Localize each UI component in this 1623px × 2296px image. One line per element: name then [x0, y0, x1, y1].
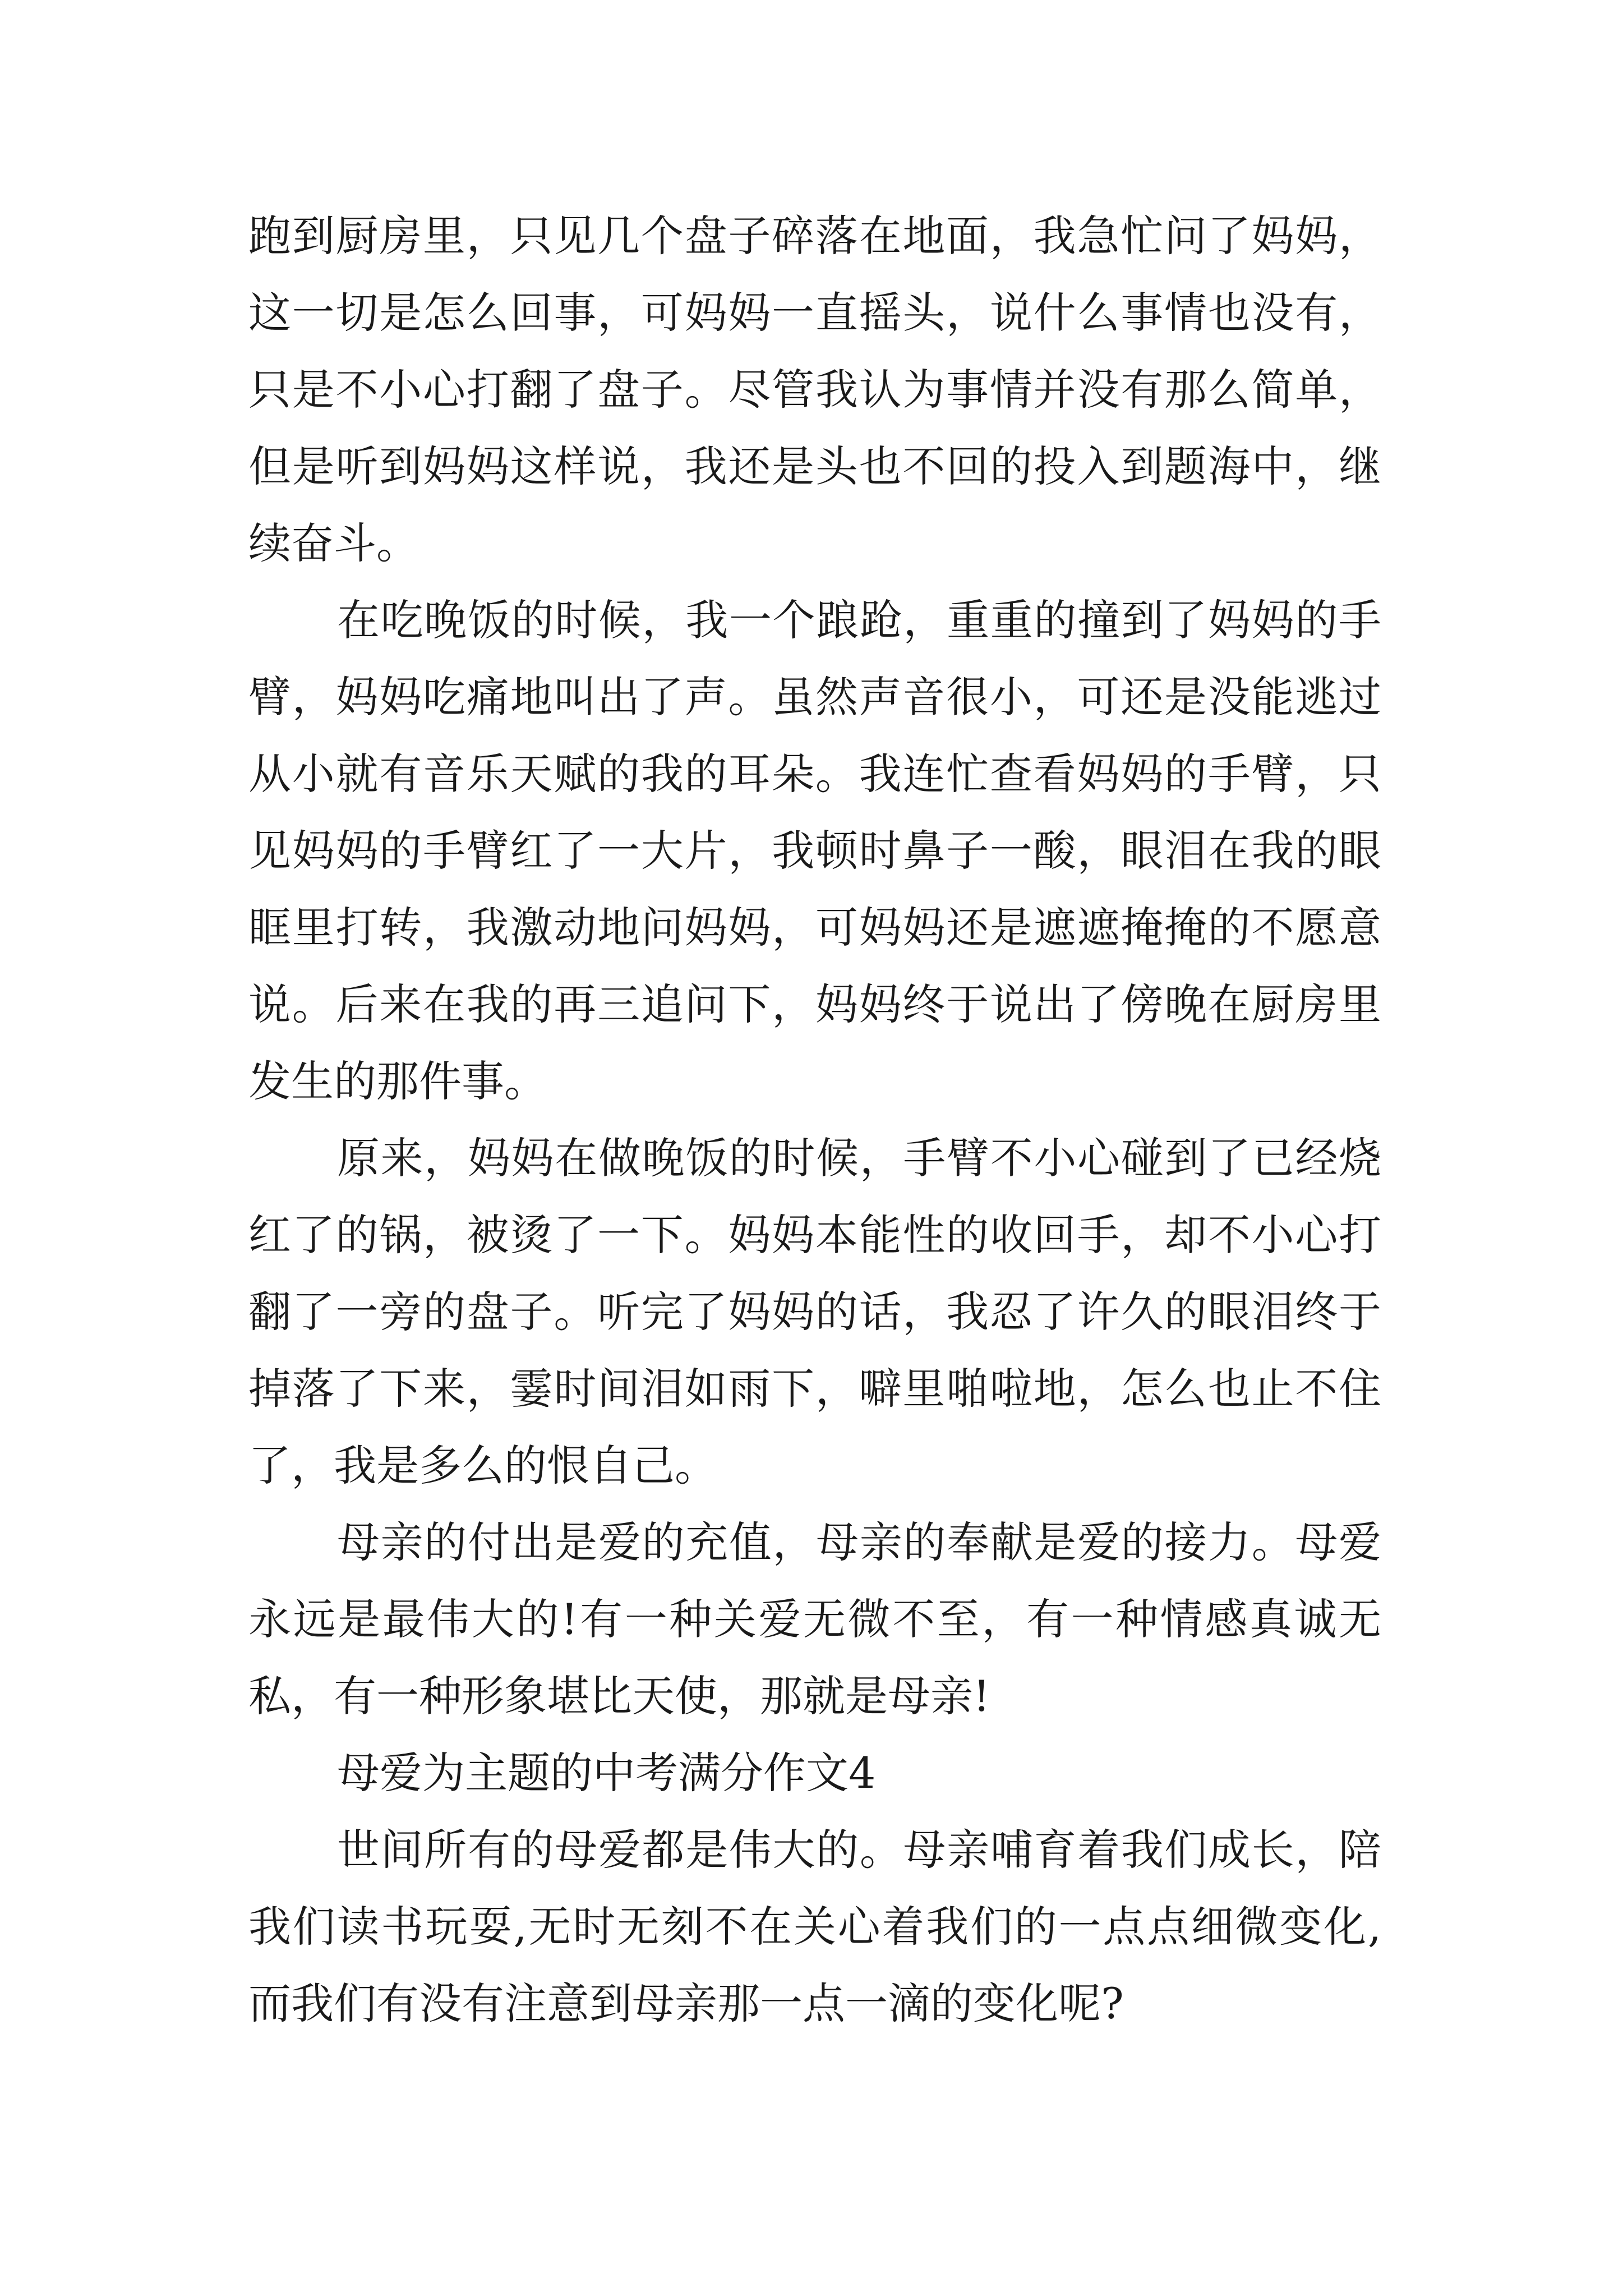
text-line: 在吃晚饭的时候，我一个踉跄，重重的撞到了妈妈的手: [337, 595, 1381, 645]
document-body: [248, 197, 1381, 2042]
text-line: 原来，妈妈在做晚饭的时候，手臂不小心碰到了已经烧: [337, 1133, 1381, 1183]
section-heading: 母爱为主题的中考满分作文4: [337, 1748, 876, 1798]
text-line: 从小就有音乐天赋的我的耳朵。我连忙查看妈妈的手臂，只: [248, 749, 1381, 799]
text-line: 永远是最伟大的!有一种关爱无微不至，有一种情感真诚无: [248, 1594, 1381, 1644]
text-line: 这一切是怎么回事，可妈妈一直摇头，说什么事情也没有，: [248, 288, 1381, 338]
text-line: 翻了一旁的盘子。听完了妈妈的话，我忍了许久的眼泪终于: [248, 1287, 1381, 1337]
text-line: 了，我是多么的恨自己。: [248, 1441, 717, 1490]
text-line: 私，有一种形象堪比天使，那就是母亲!: [248, 1671, 990, 1721]
text-line: 说。后来在我的再三追问下，妈妈终于说出了傍晚在厨房里: [248, 979, 1381, 1029]
text-line: 母亲的付出是爱的充值，母亲的奉献是爱的接力。母爱: [337, 1517, 1381, 1567]
text-line: 跑到厨房里，只见几个盘子碎落在地面，我急忙问了妈妈，: [248, 211, 1381, 261]
text-line: 我们读书玩耍,无时无刻不在关心着我们的一点点细微变化,: [248, 1902, 1381, 1952]
text-line: 但是听到妈妈这样说，我还是头也不回的投入到题海中，继: [248, 441, 1381, 491]
text-line: 见妈妈的手臂红了一大片，我顿时鼻子一酸，眼泪在我的眼: [248, 826, 1381, 876]
text-line: 而我们有没有注意到母亲那一点一滴的变化呢?: [248, 1978, 1124, 2028]
text-line: 发生的那件事。: [248, 1056, 547, 1106]
text-line: 只是不小心打翻了盘子。尽管我认为事情并没有那么简单，: [248, 365, 1381, 415]
text-line: 掉落了下来，霎时间泪如雨下，噼里啪啦地，怎么也止不住: [248, 1364, 1381, 1414]
text-line: 臂，妈妈吃痛地叫出了声。虽然声音很小，可还是没能逃过: [248, 672, 1381, 722]
text-line: 续奋斗。: [248, 518, 419, 568]
text-line: 眶里打转，我激动地问妈妈，可妈妈还是遮遮掩掩的不愿意: [248, 903, 1381, 953]
text-line: 世间所有的母爱都是伟大的。母亲哺育着我们成长，陪: [337, 1825, 1381, 1875]
text-line: 红了的锅，被烫了一下。妈妈本能性的收回手，却不小心打: [248, 1210, 1381, 1260]
